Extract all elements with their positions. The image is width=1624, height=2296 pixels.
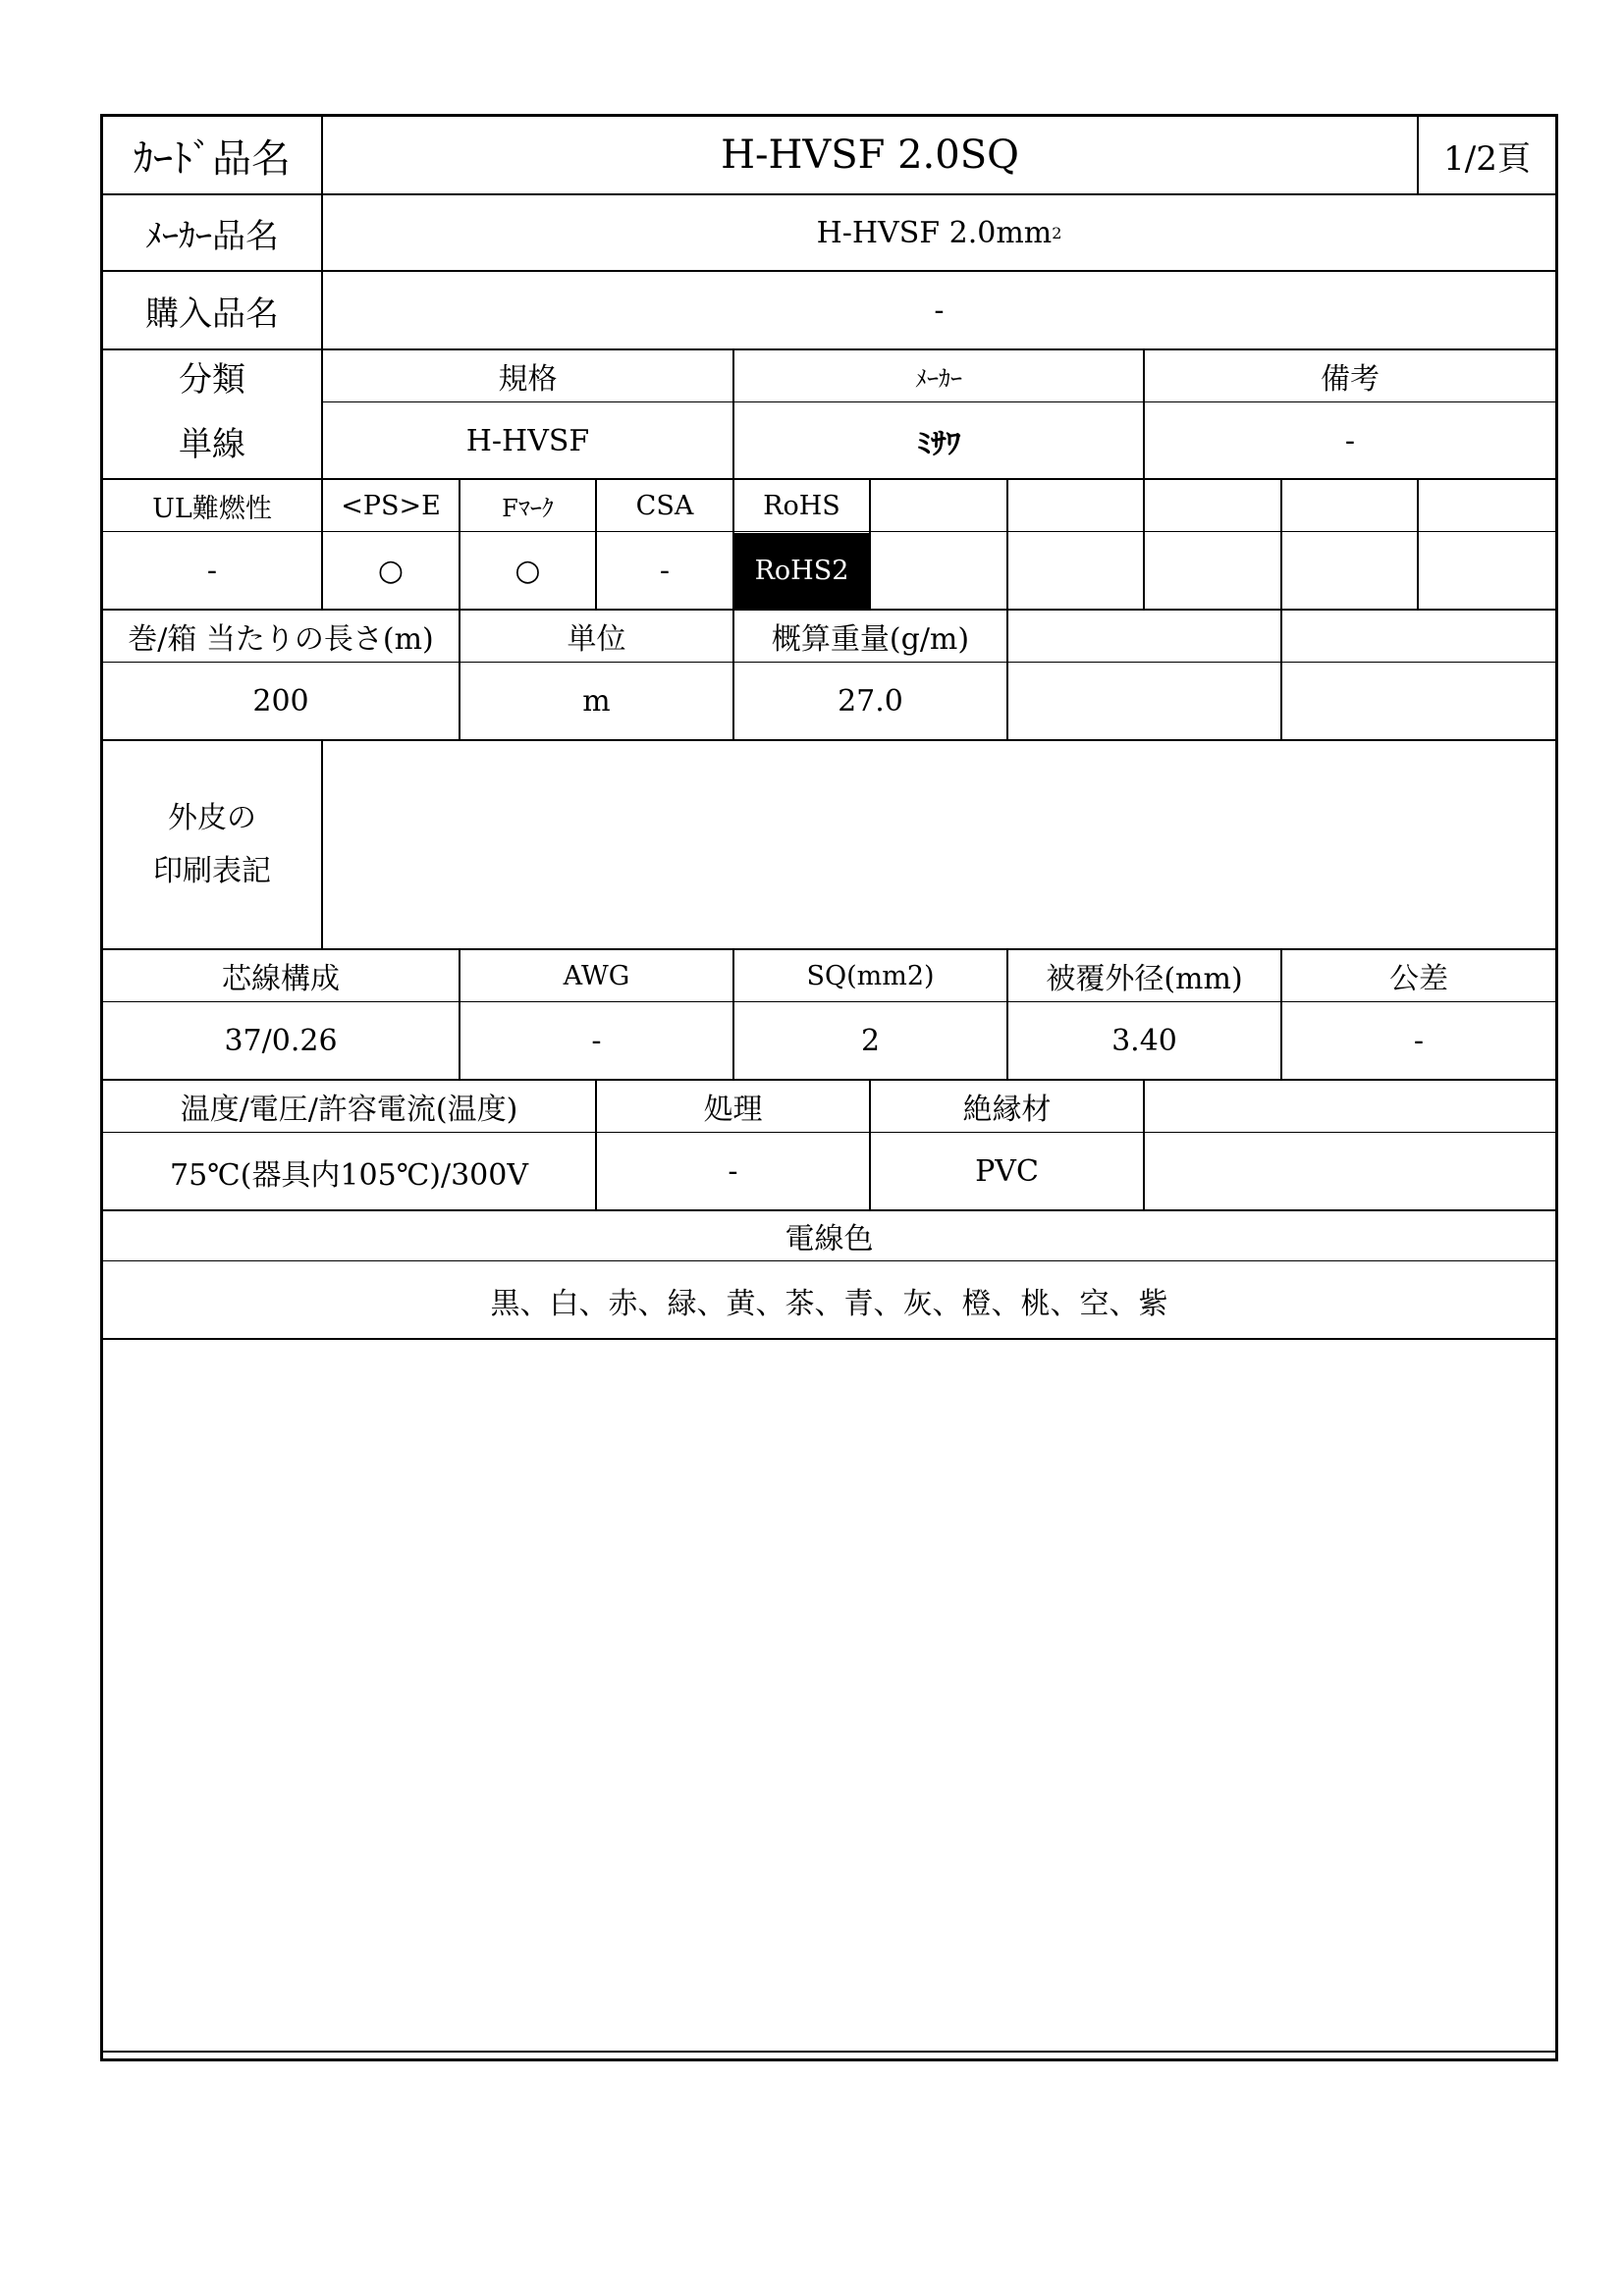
treatment-value: - [728, 1154, 738, 1189]
printing-value [323, 741, 1555, 948]
tolerance-label: 公差 [1389, 962, 1448, 996]
purchase-name-label: 購入品名 [145, 294, 279, 334]
treatment-label: 処理 [703, 1093, 763, 1127]
cert-label-empty [1145, 480, 1280, 531]
unit-value: m [582, 684, 611, 719]
sq-label: SQ(mm2) [806, 960, 935, 991]
maker-name-text: H-HVSF 2.0mm [816, 215, 1053, 250]
classification-value: 単線 [179, 424, 245, 464]
cert-value-csa: - [659, 554, 671, 588]
cert-value-empty [871, 533, 1006, 609]
insulation-value: PVC [975, 1154, 1039, 1189]
awg-label: AWG [563, 960, 630, 991]
cert-label-empty [1282, 480, 1417, 531]
insulation-label: 絶縁材 [962, 1093, 1052, 1127]
cert-value-empty [1008, 533, 1143, 609]
wire-colors-label: 電線色 [785, 1222, 874, 1256]
cert-value-empty [1282, 533, 1417, 609]
core-value: 37/0.26 [224, 1024, 338, 1058]
rule-h [100, 1132, 1558, 1133]
rule-v [1006, 609, 1008, 739]
blank-area [103, 1340, 1555, 2056]
rule-v [1280, 609, 1282, 739]
cert-value-fmark: ○ [514, 554, 541, 588]
outer-diameter-value: 3.40 [1111, 1024, 1177, 1058]
maker-label: ﾒｰｶｰ [915, 364, 962, 393]
awg-value: - [591, 1024, 602, 1058]
unit-label: 単位 [567, 622, 626, 657]
maker-name-label: ﾒｰｶｰ品名 [145, 216, 279, 256]
rating-value: 75℃(器具内105℃)/300V [170, 1157, 528, 1193]
remarks-label: 備考 [1321, 362, 1380, 397]
cert-label-ul: UL難燃性 [152, 493, 272, 524]
maker-name-superscript: 2 [1052, 223, 1062, 242]
printing-label [103, 741, 321, 948]
tolerance-value: - [1413, 1024, 1425, 1058]
cert-label-rohs: RoHS [763, 490, 840, 521]
cert-value-empty [1145, 533, 1280, 609]
classification-label: 分類 [179, 359, 245, 400]
rule-h [100, 531, 1558, 532]
rating-label: 温度/電圧/許容電流(温度) [180, 1093, 518, 1127]
cert-label-pse: <PS>E [341, 490, 441, 521]
rule-h [100, 1001, 1558, 1002]
cert-value-empty [1419, 533, 1555, 609]
rule-h [100, 1260, 1558, 1261]
spec-label: 規格 [498, 362, 558, 397]
remarks-value: - [1344, 423, 1356, 458]
outer-diameter-label: 被覆外径(mm) [1046, 962, 1243, 996]
rule-v [1143, 1079, 1145, 1209]
cert-label-empty [1008, 480, 1143, 531]
page-number: 1/2頁 [1443, 138, 1531, 179]
wire-colors-value: 黒、白、赤、緑、黄、茶、青、灰、橙、桃、空、紫 [490, 1286, 1168, 1321]
cert-label-csa: CSA [635, 490, 694, 521]
cert-label-fmark: Fﾏｰｸ [502, 494, 554, 522]
cert-value-ul: - [206, 554, 218, 588]
maker-name-value [323, 195, 1555, 270]
card-name-label: ｶｰﾄﾞ品名 [134, 135, 291, 182]
printing-label-line1: 外皮の [168, 800, 256, 835]
length-value: 200 [252, 684, 309, 719]
rule-h [322, 401, 1558, 402]
spec-value: H-HVSF [465, 423, 590, 458]
maker-value: ﾐｻﾜ [916, 427, 961, 461]
core-label: 芯線構成 [222, 962, 340, 996]
cert-label-empty [871, 480, 1006, 531]
purchase-name-value: - [934, 293, 945, 328]
weight-label: 概算重量(g/m) [771, 622, 970, 657]
cert-value-rohs-badge: RoHS2 [734, 533, 869, 609]
card-name-value: H-HVSF 2.0SQ [721, 133, 1019, 178]
cert-value-pse: ○ [377, 554, 405, 588]
weight-value: 27.0 [838, 684, 903, 719]
printing-label-line2: 印刷表記 [153, 853, 271, 888]
rule-h [100, 662, 1558, 663]
cert-label-empty [1419, 480, 1555, 531]
length-label: 巻/箱 当たりの長さ(m) [128, 622, 434, 657]
sq-value: 2 [860, 1024, 881, 1058]
